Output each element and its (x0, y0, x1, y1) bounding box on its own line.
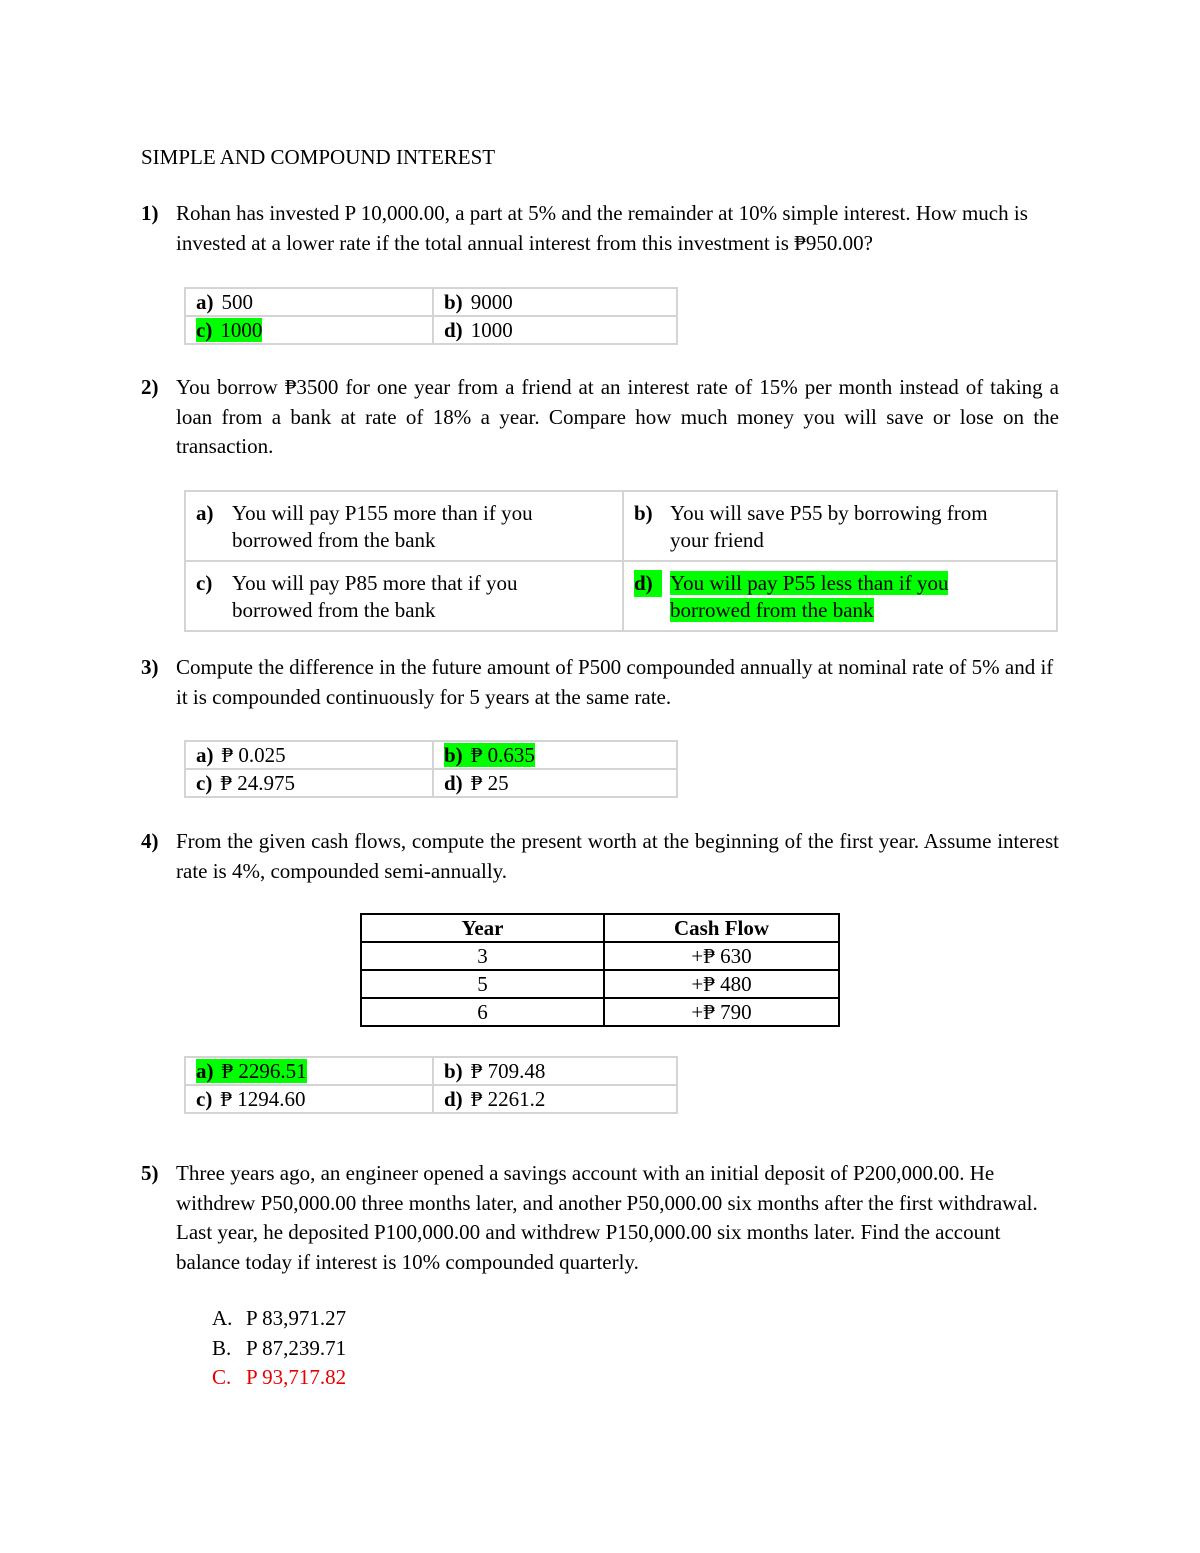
option-a[interactable]: a) You will pay P155 more than if you borrowed from the bank (196, 501, 533, 552)
cashflow-year: 5 (361, 970, 604, 998)
question-text: Compute the difference in the future amount of P500 compounded annually at nominal rate of 5% and if it is compounded continuously for 5 years at the same rate. (176, 655, 1054, 709)
cashflow-amount: +₱ 790 (604, 998, 839, 1026)
option-b[interactable]: b) 9000 (444, 290, 513, 314)
option-a[interactable]: a) ₱ 0.025 (196, 743, 286, 767)
question-number: 5) (141, 1161, 159, 1185)
option-d[interactable]: d) ₱ 2261.2 (444, 1087, 546, 1111)
choice-a[interactable]: A. P 83,971.27 (212, 1306, 347, 1330)
choice-c[interactable]: C. P 93,717.82 (212, 1365, 347, 1389)
question-text: Rohan has invested P 10,000.00, a part at 5% and the remainder at 10% simple interest. How much is invested at a lower rate if the total annual interest from this investment is ₱950.00? (176, 201, 1028, 255)
page-title: SIMPLE AND COMPOUND INTEREST (141, 145, 496, 169)
question-4 (141, 827, 1059, 886)
cashflow-row (361, 970, 839, 998)
options-table-2 (184, 490, 1058, 632)
option-c[interactable]: c) 1000 (196, 318, 263, 342)
cashflow-table (360, 913, 840, 1027)
question-text: You borrow ₱3500 for one year from a friend at an interest rate of 15% per month instead of taking a loan from a bank at rate of 18% a year. Compare how much money you will save or lose on the transaction. (176, 375, 1059, 458)
option-c[interactable]: c) ₱ 24.975 (196, 771, 296, 795)
cashflow-header-year: Year (361, 914, 604, 942)
question-number: 1) (141, 201, 159, 225)
cashflow-year: 3 (361, 942, 604, 970)
question-5 (141, 1159, 1053, 1277)
cashflow-amount: +₱ 480 (604, 970, 839, 998)
cashflow-amount: +₱ 630 (604, 942, 839, 970)
options-table-3 (184, 740, 678, 798)
question-3 (141, 653, 1059, 712)
question-number: 3) (141, 655, 159, 679)
choice-b[interactable]: B. P 87,239.71 (212, 1335, 347, 1360)
option-b[interactable]: b) ₱ 709.48 (444, 1059, 546, 1083)
option-d[interactable]: d) ₱ 25 (444, 771, 509, 795)
option-c[interactable]: c) You will pay P85 more that if you borrowed from the bank (196, 571, 518, 622)
option-d[interactable]: d) 1000 (444, 318, 513, 342)
question-text: From the given cash flows, compute the present worth at the beginning of the first year. Assume interest rate is 4%, compounded semi-annually. (176, 829, 1059, 883)
choices-list-5 (212, 1304, 346, 1393)
question-2 (141, 373, 1059, 462)
cashflow-row (361, 998, 839, 1026)
question-text: Three years ago, an engineer opened a savings account with an initial deposit of P200,000.00. He withdrew P50,000.00 three months later, and another P50,000.00 six months after the first withdrawal. Last year, he deposited P100,000.00 and withdrew P150,000.00 six months later. Find the account balance today if interest is 10% compounded quarterly. (176, 1161, 1038, 1274)
option-a[interactable]: a) ₱ 2296.51 (196, 1059, 307, 1083)
option-c[interactable]: c) ₱ 1294.60 (196, 1087, 306, 1111)
cashflow-year: 6 (361, 998, 604, 1026)
question-1 (141, 199, 1059, 258)
option-d[interactable]: d) You will pay P55 less than if you borrowed from the bank (634, 571, 949, 622)
option-b[interactable]: b) You will save P55 by borrowing from your friend (634, 501, 988, 552)
option-a[interactable]: a) 500 (196, 290, 253, 314)
question-number: 2) (141, 375, 159, 399)
question-number: 4) (141, 829, 159, 853)
options-table-4 (184, 1056, 678, 1114)
options-table-1 (184, 287, 678, 345)
cashflow-header-flow: Cash Flow (604, 914, 839, 942)
cashflow-row (361, 942, 839, 970)
option-b[interactable]: b) ₱ 0.635 (444, 743, 535, 767)
